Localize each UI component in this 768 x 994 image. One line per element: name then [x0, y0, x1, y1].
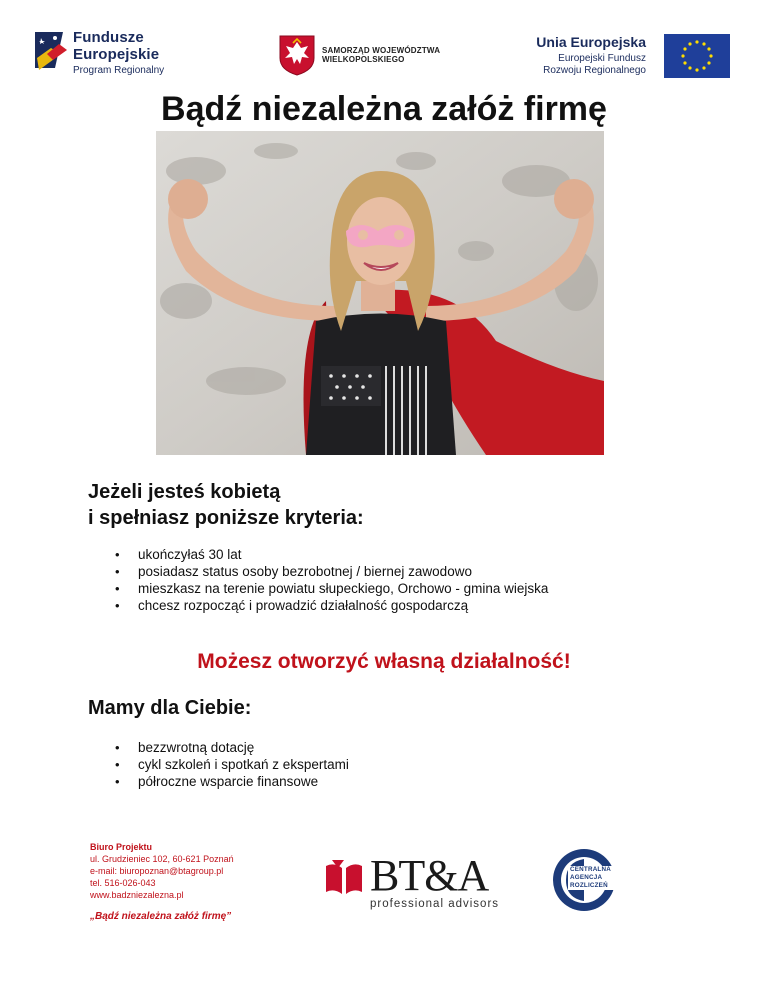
bta-logo-tagline: professional advisors: [370, 898, 500, 910]
car-logo-line2: AGENCJA: [570, 874, 603, 881]
wlkp-logo-line2: WIELKOPOLSKIEGO: [322, 55, 405, 65]
hero-photo: [156, 131, 604, 455]
office-email[interactable]: e-mail: biuropoznan@btagroup.pl: [90, 866, 224, 876]
offer-list: [88, 739, 349, 790]
office-phone[interactable]: tel. 516-026-043: [90, 878, 156, 888]
wlkp-logo-line1: SAMORZĄD WOJEWÓDZTWA: [322, 46, 441, 55]
criteria-item: • mieszkasz na terenie powiatu słupeckiego, Orchowo - gmina wiejska: [88, 580, 548, 597]
office-heading: Biuro Projektu: [90, 842, 153, 852]
fe-logo-line3: Program Regionalny: [73, 65, 165, 76]
fe-logo-line2: Europejskie: [73, 46, 160, 63]
offer-item: • cykl szkoleń i spotkań z ekspertami: [88, 756, 349, 773]
ue-logo-line1: Europejski Fundusz: [558, 53, 646, 65]
slogan: „Bądź niezależna załóż firmę”: [90, 911, 232, 922]
intro-line1: Jeżeli jesteś kobietą: [88, 481, 281, 503]
coat-of-arms-icon: [278, 34, 316, 76]
bta-logo: [322, 852, 512, 912]
criteria-list: [88, 546, 548, 614]
call-to-action: Możesz otworzyć własną działalność!: [197, 650, 571, 673]
intro-line2: i spełniasz poniższe kryteria:: [88, 507, 364, 529]
unia-europejska-logo: [520, 34, 730, 79]
offer-item: • półroczne wsparcie finansowe: [88, 773, 349, 790]
ue-logo-title: Unia Europejska: [536, 34, 646, 50]
office-website[interactable]: www.badzniezalezna.pl: [90, 890, 184, 900]
samorzad-wielkopolski-logo: [278, 34, 448, 76]
bta-logo-name: BT&A: [370, 851, 489, 900]
eu-flag-icon: [664, 34, 730, 78]
criteria-item: • posiadasz status osoby bezrobotnej / biernej zawodowo: [88, 563, 548, 580]
offer-item: • bezzwrotną dotację: [88, 739, 349, 756]
criteria-item: • chcesz rozpocząć i prowadzić działalność gospodarczą: [88, 597, 548, 614]
office-address: ul. Grudzieniec 102, 60-621 Poznań: [90, 854, 234, 864]
fundusze-europejskie-logo: [33, 28, 183, 80]
car-logo-line1: CENTRALNA: [570, 866, 611, 873]
page-title: Bądź niezależna załóż firmę: [161, 90, 607, 128]
bta-book-icon: [322, 856, 366, 900]
fe-logo-line1: Fundusze: [73, 29, 144, 46]
criteria-item: • ukończyłaś 30 lat: [88, 546, 548, 563]
car-logo-line3: ROZLICZEŃ: [570, 882, 608, 889]
project-office-contact: [90, 841, 234, 901]
offer-heading: Mamy dla Ciebie:: [88, 697, 252, 719]
ue-logo-line2: Rozwoju Regionalnego: [543, 64, 646, 76]
intro-heading: [88, 479, 364, 531]
centralna-agencja-rozliczen-logo: [552, 848, 616, 912]
fundusze-europejskie-icon: [33, 28, 69, 74]
